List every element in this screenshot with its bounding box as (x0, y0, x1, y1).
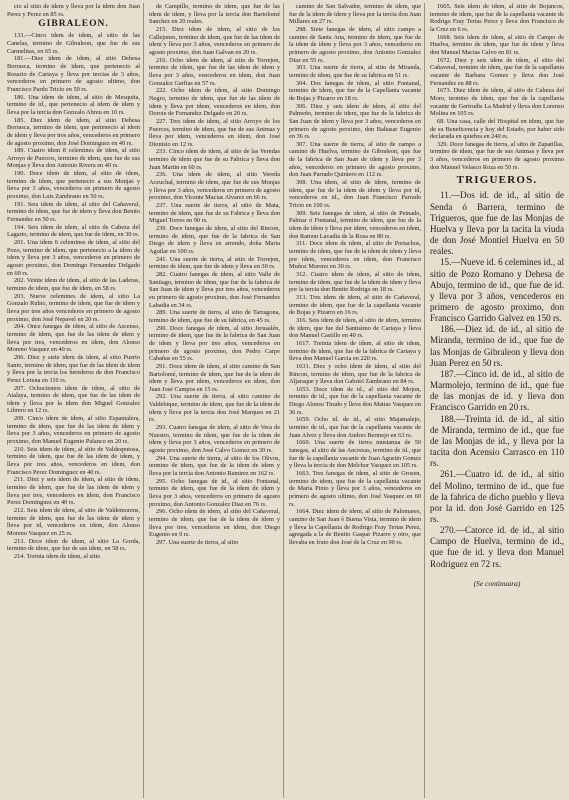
listing-group (430, 3, 564, 171)
listing-entry: 201. Una idem 6 celemines de idem, al sitio del Pozo, termino de idem, que pertenecio a la idem de idem y lleva por 3 años, vencederos en primero de agosto proximo, don Domingo Fernandez Delgado en 60 rs. (7, 239, 140, 277)
listing-entry: 212. Seis idem de idem, al sitio de Valdemorens, termino de idem, que fue de las idem de idem y lleva por id, vencederos en idem, don Alonso Moreno Vasquez en 25 rs. (7, 507, 140, 537)
listing-entry: 15.—Nueve id. 6 celemines id., al sitio de Pozo Romano y Dehesa de Abujo, termino de id., que fue de id. y lleva por 3 años, vencederos en primero de agosto proximo, don Francisco Garrido Galvez en 150 rs. (430, 257, 564, 324)
listing-entry: 213. Doce idem de idem, al sitio La Gorda, termino de idem, que fue de sus idem, en 58 rs. (7, 537, 140, 553)
listing-entry: 316. Seis idem de idem, al sitio de idem, termino de idem, que fue del Santisimo de Cartaya y lleva don Manuel Castillo en 40 rs. (289, 316, 421, 340)
listing-entry: 294. Una suerte de tierra, al sitio de los Olivos, termino de idem, que fue de la idem de idem y lleva por la tercia don Antonio Ramirez en 162 rs. (149, 454, 280, 478)
listing-entry: 188.—Treinta id. de id., al sitio de Miranda, termino de id., que fue de las Monjas de id., y lleva por la tacita don Acensio Carrasco en 110 rs. (430, 413, 564, 469)
listing-entry: 11.—Dos id. de id., al sitio de Senda ó Barrera, termino de Trigueros, que fue de las Monjas de Huelva y lleva por la tacita la viuda de don José Montiel Huelva en 50 reales. (430, 190, 564, 257)
listing-entry: 189. Cuatro idem 8 celemines de idem, al sitio Arroyo de Puercos, termino de idem, que fue de sus Monjas y lleva don Antonio Rivera en 40 rs. (7, 147, 140, 170)
listing-group (289, 3, 421, 547)
section-heading-gibraleon: GIBRALEON. (38, 19, 109, 30)
listing-entry: 1663. Tres fanegas de idem, al sitio de Grosen, termino de idem, que fue de la capellania vacante de Maria Pinto y lleva por 3 años, vencederos en primero de agosto ultimo, don José Vasquez en 60 rs. (289, 470, 421, 508)
listing-entry: camino de San Salvador, termino de idem, que fue de la idem de idem y lleva por la tercia don Juan Millares en 27 rs. (289, 3, 421, 26)
listing-entry: 329. Doce fanegas de tierra, al sitio de Zapatillas, termino de idem, que fue de sus Animas y lleva por 3 años, vencederos en primero de agosto proximo don Manuel Velasco Roza en 50 rs. (430, 140, 564, 171)
listing-entry: 215. Diez idem de idem, al sitio de los Callejones, termino de idem, que fue de las idem de idem y lleva por 3 años, vencederos en primero de agosto proximo, don Juan Galvan en 20 rs. (149, 25, 280, 56)
listing-entry: 186.—Diez id. de id., al sitio de Miranda, termino de id., que fue de las Monjas de Gibraleon y lleva don Juan Perez en 50 rs. (430, 324, 564, 368)
listing-entry: 313. Tres idem de idem, al sitio de Cañaveral, termino de idem, que fue de la capellania vacante de Bojas y Pizarro en 16 rs. (289, 293, 421, 317)
listing-entry: 241. Una suerte de tierra, al sitio de Torrejon, termino de idem, que fue de idem y lleva en 30 rs. (149, 255, 280, 271)
listing-entry: 307. Una suerte de tierra, al sitio de campo a camino de Huelva, termino de Gibraleon, que fue de la fabrica de San Juan de idem y lleva por 3 años, vencederos en primero de agosto proximo, don Juan Parrado Quintero en 112 rs. (289, 140, 421, 179)
listing-entry: de Campillo, termino de idem, que fue de las idem de idem, y lleva por la tercia don Bartolomé Sanchez en 20 reales. (149, 3, 280, 26)
listing-entry: 216. Ocho idem de idem, al sitio de Torrejon, termino de idem, que fue de las idem de idem y lleva por 3 años, vencederos en idem, don Juan Gonzalez Garfias en 57 rs. (149, 56, 280, 87)
listing-entry: 295. Ocho fanegas de id., al sitio Fontanal, termino de idem, que fue de la idem de idem y lleva por 3 años, vencederos en primero de agosto proximo, don Antonio Gonzalez Diaz en 76 rs. (149, 477, 280, 508)
listing-group-large (430, 190, 564, 569)
listing-entry: 1631. Diez y ocho idem de idem, al sitio del Rincon, termino de idem, que fue de la fabrica de Aljaraque y lleva don Gabriel Zambrano en 84 rs. (289, 362, 421, 386)
listing-entry: 239. Doce fanegas de idem, al sitio del Rincon, termino de idem, que fue de la fabrica de San Diego de idem y lleva en arrendo, doña Maria Aguilar en 100 rs. (149, 225, 280, 255)
listing-entry: 1672. Diez y seis idem de idem, al sitio del Cañaveral, termino de idem, que fue de la capellania vacante de Barbara Gomez y lleva don José Fernandez en 88 rs. (430, 56, 564, 87)
listing-entry: 233. Cinco idem de idem, al sitio de las Veredas termino de idem que fue de su Fabrica y lleva don Juan Martin en 60 rs. (149, 148, 280, 171)
listing-entry: 186. Una idem de idem, al sitio de Mesquita, termino de id., que pertenecio al idem de idem y lleva por la tercia don Gonzalo Abreu en 10 rs. (7, 93, 140, 116)
listing-entry: 68. Una casa, calle del Hospital en idem, que fue de su Beneficencia y hoy del Estado, por haber sido declarada en quiebra en 240 rs. (430, 117, 564, 141)
listing-entry: 187.—Cinco id. de id., al sitio de Marmolejo, termino de id., que fue de las monjas de id. y lleva don Francisco Garrido en 20 rs. (430, 368, 564, 413)
listing-entry: 291. Doce idem de idem, al sitio camino de San Bartolomé, termino de idem, que fue de la idem de idem y lleva por idem, vencederos en idem, don Juan José Campos en 15 rs. (149, 362, 280, 393)
listing-entry: 222. Ocho idem de idem, al sitio Domingo Negro, termino de idem, que fue de las idem de idem y lleva por idem, vencederos en idem, don Dorote de Fernandez Delgado en 20 rs. (149, 87, 280, 118)
listing-entry: 296. Ocho idem de idem, al sitio del Cañaveral, termino de idem, que fue de la idem de idem y lleva por tres, vencederos en idem, don Diego Eugenio en 9 rs. (149, 508, 280, 539)
column-2 (146, 3, 284, 798)
listing-entry: 207. Ochocientos idem de idem, al sitio de Atalaya, termino de idem, que fue de las idem de idem y lleva por la idem don Miguel Gonzalez Librero en 12 rs. (7, 384, 140, 415)
listing-entry: 1617. Treinta idem de idem, al sitio de idem, termino de idem, que fue de la fabrica de Cartaya y lleva don Manuel Garcia en 220 rs. (289, 339, 421, 363)
section-heading-trigueros: TRIGUEROS. (456, 174, 538, 187)
listing-entry: 1673. Diez idem de idem, al sitio de Cabeza del Moro, termino de idem, que fue de la capellania vacante de Gertrudis La Madrid y lleva don Lorenzo Molina en 105 rs. (430, 87, 564, 118)
column-4 (427, 3, 567, 798)
listing-entry: 204. Once fanegas de idem, al sitio de Ascenso, termino de idem, que fue de las idem de idem y lleva por tres, vencederos en idem, don Alonso Moreno Vasquez en 40 rs. (7, 323, 140, 354)
listing-entry: 185. Diez idem de idem, al sitio Dehesa Borrasca, termino de idem, que pertenecio al idem de idem y lleva por tres años, vencederos en primero de agosto proximo, don José Dominguez en 40 rs. (7, 116, 140, 147)
listing-entry: 282. Cuatro fanegas de idem, al sitio Valle de Santiago, termino de idem, que fue de la fabrica de San Juan de idem y lleva por tres años, vencederos en primero de agosto proximo, don José Fernandez Labadia en 34 rs. (149, 270, 280, 309)
listing-entry: 311. Doce idem de idem, al sitio de Portachos, termino de idem, que fue de la idem de idem y lleva por idem, vencederos en idem, don Francisco Muñoz Moreno en 30 rs. (289, 240, 421, 271)
listing-entry: 290. Doce fanegas de idem, al sitio Jerusalén, termino de idem, que fue de la fabrica de San Juan de idem y lleva por tres años, vencederos en primero de agosto proximo, don Pedro Carpe Cabañas en 55 rs. (149, 324, 280, 363)
listing-entry: 309. Seis fanegas de idem, al sitio de Peinado, Palmar ó Fontanal, termino de idem, que fue de la idem de idem y lleva por idem, vencederos en idem, don Ramon Lavadia de la Rosa en 80 rs. (289, 209, 421, 240)
listing-entry: 306. Diez y seis idem de idem, al sitio del Palmeño, termino de idem, que fue de la fabrica de San Juan de idem y lleva por 3 años, vencederos en primero de agosto proximo, don Baltasar Eugenio en 36 rs. (289, 102, 421, 141)
listing-entry: 303. Una suerte de tierra, al sitio de Miranda, termino de idem, que fue de su fabrica en 51 rs. (289, 64, 421, 79)
listing-entry: 1660. Una suerte de tierra mustanua de 50 fanegas, al sitio de las Ancresas, termino de id., que fue de la capellania vacante de Juan Agustin Gomez y lleva la tercia de don Melchor Vasquez en 105 rs. (289, 439, 421, 470)
listing-entry: 236. Una idem de idem, al sitio Vereda Aceuchal, termino de idem, que fue de sus Monjas y lleva por 3 años, vencederos en primero de agosto proximo, don Vicente Macias Alvarez en 66 rs. (149, 171, 280, 202)
listing-entry: 203. Nueve celemines de idem, al sitio La Gonzalo Rubio, termino de idem, que fue de idem y lleva por tres años vencederos en primero de agosto proximo, don José Nepavel en 20 rs. (7, 292, 140, 323)
continuation-note: (Se continuara) (473, 578, 521, 588)
listing-entry: 1668. Seis idem de idem, al sitio de Campo de Huelva, termino de idem, que fue de idem y lleva don Manuel Macias Calvo en 81 rs. (430, 33, 564, 56)
listing-entry: 298. Siete fanegas de idem, al sitio campo a camino de Santa Ana, termino de idem, que fue de la idem de idem y lleva por 3 años, vencederos en primero de agosto proximo, don Antonio Gonzalez Diaz en 55 rs. (289, 25, 421, 64)
listing-entry: 1659. Ocho id. de id., al sitio Majamalejo, termino de id., que fue de la capellania vacante de Juan Alvez y lleva don Andres Bermejo en 63 rs. (289, 416, 421, 439)
listing-entry: 297. Una suerte de tierra, al sitio (156, 538, 239, 546)
listing-entry: 312. Cuatro idem de idem, al sitio de idem, termino de idem, que fue de la idem de idem y lleva por la tercia don Benito Rodrigo en 18 rs. (289, 270, 421, 294)
listing-group (7, 32, 140, 560)
listing-entry: 191. Seis idem de idem, al sitio del Cañaveral, termino de idem, que fue de idem y lleva don Benito Fernandez en 50 rs. (7, 200, 140, 224)
listing-entry: 304. Dos fanegas de idem, al sitio Fontanal, termino de idem, que fue de la Capellania vacante de Bojas y Pizarro en 18 rs. (289, 79, 421, 102)
listing-entry: 293. Cuatro fanegas de idem, al sitio de Vera de Nuestro, termino de idem, que fue de la idem de idem y lleva por 3 años, vencederos en primero de agosto proximo, don José Calvo Gomez en 30 rs. (149, 424, 280, 455)
listing-entry: 206. Diez y siete idem de idem, al sitio Puerto Santo, termino de idem, que fue de las idem de idem y lleva por la tercia los herederos de don Francisco Perez Lorena en 110 rs. (7, 353, 140, 384)
listing-entry: 181.—Diez idem de idem, al sitio Dehesa Borrasca, termino de idem, que pertenecio al Rosario de Cartaya y lleva por tercias de 3 años, vencederos en primero de agosto ultimo, don Francisco Pardo Tricio en 50 rs. (7, 55, 140, 93)
column-3 (286, 3, 425, 798)
listing-entry: 202. Veinte idem de idem, al sitio de las Laderas, termino de idem, que fue de idem, en 58 rs. (7, 277, 140, 292)
listing-entry: 1653. Doce idem de id., al sitio del Mojon, termino de id., que fue de la capellania vacante de Diego Alonso Tirado y lleva don Matias Vasquez en 36 rs. (289, 385, 421, 416)
listing-entry: 289. Una suerte de tierra, al sitio de Tarragona, termino de idem, que fue de su fabrica, en 45 rs. (149, 309, 280, 324)
listing-entry: 133.—Cinco idem de idem, al sitio de las Canelas, termino de Gibraleon, que fue de sus Carmelitas, en 65 rs. (7, 32, 140, 55)
listing-entry: 194. Seis idem de idem, al sitio de Cabeza del Lagarto, termino de idem, que fue de idem, en 30 rs. (7, 223, 140, 239)
listing-entry: 209. Cinco idem de idem, al sitio Espantalera, termino de idem, que fue de las idem de idem y lleva por 3 años, vencederos en primero de agosto proximo, don Manuel Eugenio Palanco en 20 rs. (7, 415, 140, 446)
listing-entry: 211. Diez y seis idem de idem, al sitio de idem, termino de idem, que fue de las idem de idem y lleva por tres, vencederos en idem, don Francisco Perez Dominguez en 40 rs. (7, 476, 140, 507)
listing-entry: 214. Treinta idem de idem, al sitio (14, 552, 101, 560)
listing-entry: 210. Seis idem de idem, al sitio de Valdesputosa, termino de idem, que fue de las idem de idem, y lleva por tres años, vencederos en idem, don Francisco Perez Dominguez en 40 rs. (7, 445, 140, 476)
listing-group (149, 3, 280, 547)
listing-entry: 190. Doce idem de idem, al sitio de idem, termino de idem, que pertenecio a sus Monjas y lleva por 3 años, vencederos en primero de agosto proximo, don Luis Zambrano en 50 rs. (7, 170, 140, 201)
column-1 (4, 3, 144, 798)
listing-entry: 1664. Diez idem de idem, al sitio de Palomares, camino de San Juan ó Buena Vista, termino de idem y lleva la Capellania de Rodrigo Fray Tertas Perez, agregada a la de Benito Gaspar Pizarro y otro, que llevaba en fruto don José de la Cruz en 90 rs. (289, 508, 421, 546)
listing-entry: 270.—Catorce id. de id., al sitio Campo de Huelva, termino de id., que fue de id. y lleva don Manuel Rodriguez en 72 rs. (430, 525, 564, 569)
listing-entry: 237. Una suerte de tierra, al sitio de Mata, termino de idem, que fue de su Fabrica y lleva don Miguel Torres en 90 rs. (149, 202, 280, 225)
intro-text: cio al sitio de idem y lleva por la idem don Juan Perez y Perez en 85 rs. (7, 3, 140, 18)
listing-entry: 292. Una suerte de tierra, al sitio camino de Valdebique, termino de idem, que fue de la idem de idem y lleva por la tercia don José Marques en 21 rs. (149, 393, 280, 424)
listing-entry: 308. Una idem, al sitio de idem, termino de idem, que fue de la idem de idem y lleva por id, vencederos en id., don Juan Francisco Parrado Tricio en 100 rs. (289, 179, 421, 210)
listing-entry: 227. Tres idem de idem, al sitio Arroyo de los Puercos, termino de idem, que fue de sus Animas y lleva por idem, vencederos en idem, don José Dionisio en 12 rs. (149, 117, 280, 148)
listing-entry: 261.—Cuatro id. de id., al sitio del Molino, termino de id., que fue de la fabrica de dicho pueblo y lleva por la id. don José Garrido en 125 rs. (430, 469, 564, 524)
listing-entry: 1665. Seis idem de idem, al sitio de Bojancos, termino de idem, que fue de la capellania vacante de Rodrigo Fray Tertas Perez y lleva don Francisco de la Cruz en 6 rs. (430, 3, 564, 33)
